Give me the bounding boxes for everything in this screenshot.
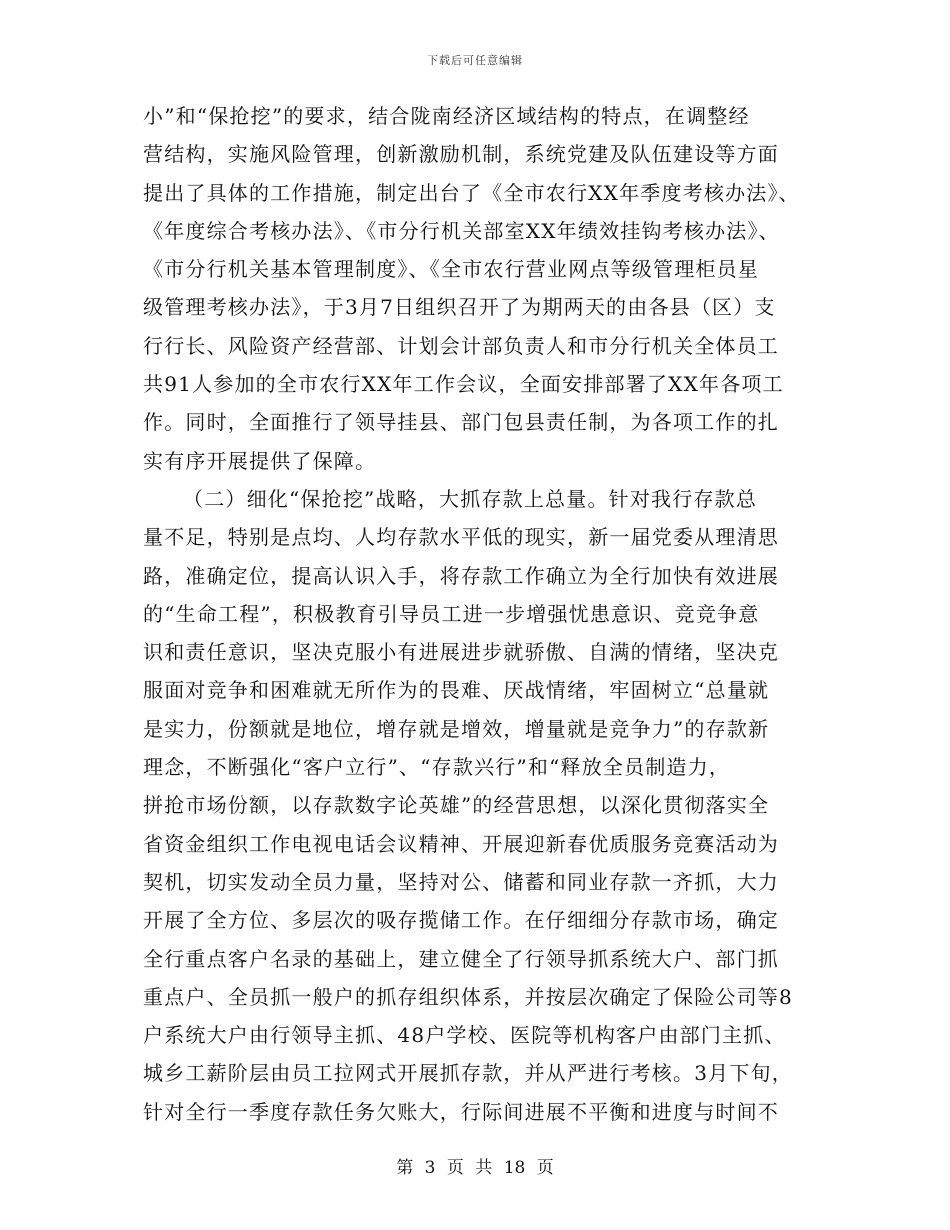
text-line: 城乡工薪阶层由员工拉网式开展抓存款，并从严进行考核。3月下旬， [143,1061,793,1086]
text-line: 小”和“保抢挖”的要求，结合陇南经济区域结构的特点，在调整经 [143,104,750,128]
text-line: 实有序开展提供了保障。 [143,448,377,473]
text-line: 的“生命工程”，积极教育引导员工进一步增强忧患意识、竞竞争意 [143,601,760,626]
text-line: 共91人参加的全市农行XX年工作会议，全面安排部署了XX年各项工 [143,372,784,397]
text-line: 省资金组织工作电视电话会议精神、开展迎新春优质服务竞赛活动为 [143,831,779,856]
text-line: 户系统大户由行领导主抓、48户学校、医院等机构客户由部门主抓、 [143,1023,786,1048]
text-line: 作。同时，全面推行了领导挂县、部门包县责任制，为各项工作的扎 [143,410,779,435]
text-line: 《年度综合考核办法》、《市分行机关部室XX年绩效挂钩考核办法》、 [143,218,780,243]
text-line: 行行长、风险资产经营部、计划会计部负责人和市分行机关全体员工 [143,333,779,358]
text-line: 全行重点客户名录的基础上，建立健全了行领导抓系统大户、部门抓 [143,946,779,971]
body-text [143,97,803,1131]
text-line: 是实力，份额就是地位，增存就是增效，增量就是竞争力”的存款新 [143,716,770,741]
text-line: 级管理考核办法》，于3月7日组织召开了为期两天的由各县（区）支 [143,295,776,320]
text-line: 提出了具体的工作措施，制定出台了《全市农行XX年季度考核办法》、 [143,180,800,205]
text-line: 拼抢市场份额，以存款数字论英雄”的经营思想，以深化贯彻落实全 [143,793,770,818]
page-number-footer: 第 3 页 共 18 页 [396,1158,554,1178]
text-line: 针对全行一季度存款任务欠账大，行际间进展不平衡和进度与时间不 [143,1099,779,1124]
text-line: 理念，不断强化“客户立行”、“存款兴行”和“释放全员制造力， [143,755,731,780]
text-line: 《市分行机关基本管理制度》、《全市农行营业网点等级管理柜员星 [143,257,759,282]
section-heading-line: （二）细化“保抢挖”战略，大抓存款上总量。针对我行存款总 [183,486,758,511]
text-line: 契机，切实发动全员力量，坚持对公、储蓄和同业存款一齐抓，大力 [143,869,779,894]
text-line: 重点户、全员抓一般户的抓存组织体系，并按层次确定了保险公司等8 [143,984,793,1009]
page-header-note: 下载后可任意编辑 [427,54,523,67]
text-line: 路，准确定位，提高认识入手，将存款工作确立为全行加快有效进展 [143,563,779,588]
text-line: 开展了全方位、多层次的吸存揽储工作。在仔细细分存款市场，确定 [143,908,779,933]
text-line: 量不足，特别是点均、人均存款水平低的现实，新一届党委从理清思 [143,525,779,550]
text-line: 服面对竞争和困难就无所作为的畏难、厌战情绪，牢固树立“总量就 [143,678,770,703]
text-line: 识和责任意识，坚决克服小有进展进步就骄傲、自满的情绪，坚决克 [143,640,779,665]
text-line: 营结构，实施风险管理，创新激励机制，系统党建及队伍建设等方面 [143,142,779,167]
